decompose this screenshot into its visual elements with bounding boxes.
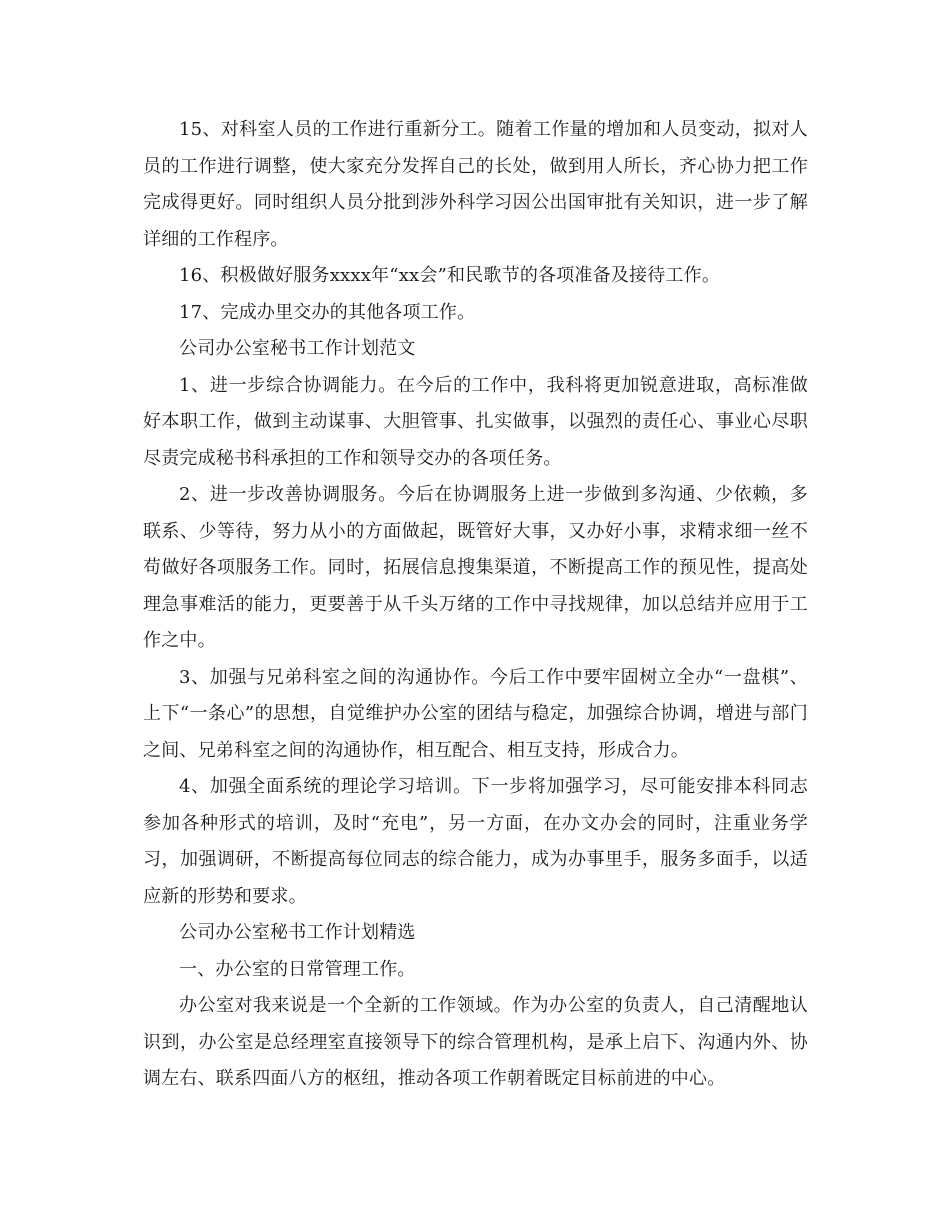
document-body xyxy=(143,112,808,1098)
section-heading-plan-selected: 公司办公室秘书工作计划精选 xyxy=(179,922,416,943)
paragraph-item-15: 15、对科室人员的工作进行重新分工。随着工作量的增加和人员变动，拟对人员的工作进行调整，使大家充分发挥自己的长处，做到用人所长，齐心协力把工作完成得更好。同时组织人员分批到涉外科学习因公出国审批有关知识，进一步了解详细的工作程序。 xyxy=(143,119,808,250)
paragraph-item-2: 2、进一步改善协调服务。今后在协调服务上进一步做到多沟通、少依赖，多联系、少等待，努力从小的方面做起，既管好大事，又办好小事，求精求细一丝不苟做好各项服务工作。同时，拓展信息搜集渠道，不断提高工作的预见性，提高处理急事难活的能力，更要善于从千头万绪的工作中寻找规律，加以总结并应用于工作之中。 xyxy=(143,484,808,651)
paragraph-item-3: 3、加强与兄弟科室之间的沟通协作。今后工作中要牢固树立全办“一盘棋”、上下“一条心”的思想，自觉维护办公室的团结与稳定，加强综合协调，增进与部门之间、兄弟科室之间的沟通协作，相互配合、相互支持，形成合力。 xyxy=(143,666,808,761)
section-heading-plan-sample: 公司办公室秘书工作计划范文 xyxy=(179,338,416,359)
subsection-heading-daily-management: 一、办公室的日常管理工作。 xyxy=(179,958,416,980)
paragraph-item-4: 4、加强全面系统的理论学习培训。下一步将加强学习，尽可能安排本科同志参加各种形式的培训，及时“充电”，另一方面，在办文办会的同时，注重业务学习，加强调研，不断提高每位同志的综合能力，成为办事里手，服务多面手，以适应新的形势和要求。 xyxy=(143,776,808,907)
paragraph-item-17: 17、完成办里交办的其他各项工作。 xyxy=(179,301,476,323)
paragraph-item-16: 16、积极做好服务xxxx年“xx会”和民歌节的各项准备及接待工作。 xyxy=(179,265,721,286)
paragraph-office-intro: 办公室对我来说是一个全新的工作领域。作为办公室的负责人，自己清醒地认识到，办公室是总经理室直接领导下的综合管理机构，是承上启下、沟通内外、协调左右、联系四面八方的枢纽，推动各项工作朝着既定目标前进的中心。 xyxy=(143,995,808,1089)
paragraph-item-1: 1、进一步综合协调能力。在今后的工作中，我科将更加锐意进取，高标准做好本职工作，做到主动谋事、大胆管事、扎实做事，以强烈的责任心、事业心尽职尽责完成秘书科承担的工作和领导交办的各项任务。 xyxy=(143,374,808,469)
